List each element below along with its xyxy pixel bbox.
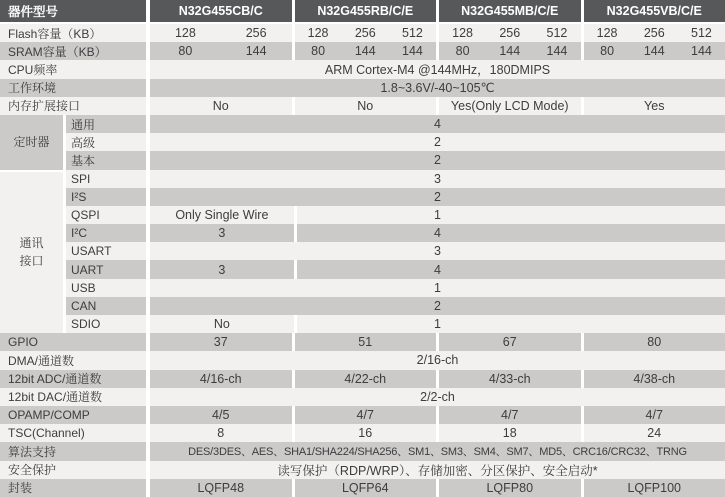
spec-value-cell: 2	[150, 151, 725, 169]
spec-value-cell: 80	[600, 44, 615, 59]
table-row	[0, 461, 725, 479]
spec-value-cell: 144	[402, 44, 423, 59]
table-row	[0, 206, 725, 224]
row-sublabel: 通用	[66, 115, 150, 133]
spec-column	[436, 333, 581, 351]
table-row	[0, 170, 725, 188]
row-sublabel: QSPI	[66, 206, 150, 224]
spec-value-cell: 144	[245, 44, 267, 59]
row-data	[150, 242, 725, 260]
header-col-n32g455vb: N32G455VB/C/E	[581, 0, 725, 22]
spec-value-cell: 512	[402, 26, 423, 41]
row-sublabel: 基本	[66, 151, 150, 169]
row-data	[150, 224, 725, 242]
table-row	[0, 297, 725, 315]
spec-value-cell: 4/38-ch	[633, 371, 676, 386]
row-label: 封装	[0, 479, 150, 497]
row-label: Flash容量（KB）	[0, 24, 150, 42]
row-sublabel: I²C	[66, 224, 150, 242]
row-label: 12bit ADC/通道数	[0, 370, 150, 388]
spec-value-cell: 2	[150, 188, 725, 206]
spec-value-cell: 1 No	[150, 315, 725, 333]
row-data	[150, 279, 725, 297]
spec-column	[436, 424, 581, 442]
row-data	[150, 133, 725, 151]
row-data	[150, 406, 725, 424]
spec-value-cell: 2/16-ch	[150, 351, 725, 369]
table-row	[0, 224, 725, 242]
spec-value-cell: 4/16-ch	[199, 371, 242, 386]
spec-value-cell: 2	[150, 297, 725, 315]
spec-value-cell: 18	[502, 426, 517, 441]
spec-value-cell: 512	[546, 26, 568, 41]
spec-value-cell: 1	[150, 279, 725, 297]
spec-column	[292, 424, 437, 442]
row-data	[150, 442, 725, 460]
row-data	[150, 151, 725, 169]
row-sublabel: 高级	[66, 133, 150, 151]
spec-column	[292, 370, 437, 388]
spec-value-cell: Yes	[644, 98, 665, 113]
table-row	[0, 79, 725, 97]
spec-column	[436, 42, 581, 60]
spec-value-cell: 24	[647, 426, 662, 441]
spec-column	[292, 406, 437, 424]
table-row	[0, 24, 725, 42]
row-sublabel: I²S	[66, 188, 150, 206]
table-row	[0, 424, 725, 442]
spec-value-cell: 256	[643, 26, 665, 41]
spec-value-cell: 256	[245, 26, 267, 41]
spec-value-cell: 2	[150, 133, 725, 151]
spec-value-cell: 256	[499, 26, 521, 41]
row-data	[150, 479, 725, 497]
spec-value-cell: 4 3	[150, 260, 725, 278]
spec-column	[150, 370, 292, 388]
row-label: 工作环境	[0, 79, 150, 97]
spec-value-cell: 16	[358, 426, 373, 441]
table-row	[0, 115, 725, 133]
spec-value-cell: 4/22-ch	[344, 371, 387, 386]
table-row	[0, 370, 725, 388]
row-data	[150, 260, 725, 278]
spec-value-cell: 67	[502, 335, 517, 350]
spec-value-cell: 4/7	[645, 408, 663, 423]
spec-column	[292, 333, 437, 351]
spec-value-cell: 3	[150, 242, 725, 260]
row-data	[150, 351, 725, 369]
spec-column	[581, 97, 725, 115]
row-label: OPAMP/COMP	[0, 406, 150, 424]
row-data	[150, 388, 725, 406]
spec-column	[150, 24, 292, 42]
spec-value-cell: 144	[691, 44, 712, 59]
table-row	[0, 60, 725, 78]
spec-value-cell: 4/7	[501, 408, 519, 423]
table-row	[0, 279, 725, 297]
spec-first-column-value: 3	[150, 260, 297, 278]
spec-value-cell: LQFP100	[627, 480, 681, 495]
spec-value-cell: 4 3	[150, 224, 725, 242]
group-label	[0, 115, 66, 170]
spec-column	[150, 42, 292, 60]
row-sublabel: SPI	[66, 170, 150, 188]
row-data	[150, 115, 725, 133]
spec-first-column-value: 3	[150, 224, 297, 242]
spec-value-cell: 144	[354, 44, 376, 59]
spec-value-cell: 51	[358, 335, 373, 350]
spec-value-cell: 4/33-ch	[488, 371, 531, 386]
table-row	[0, 333, 725, 351]
row-sublabel: SDIO	[66, 315, 150, 333]
spec-column	[581, 424, 725, 442]
row-sublabel: USART	[66, 242, 150, 260]
row-label: 内存扩展接口	[0, 97, 150, 115]
row-data	[150, 42, 725, 60]
table-row	[0, 97, 725, 115]
spec-value-cell: 1.8~3.6V/-40~105℃	[150, 79, 725, 97]
row-data	[150, 424, 725, 442]
row-label: CPU频率	[0, 60, 150, 78]
spec-value-cell: 4/5	[212, 408, 230, 423]
header-col-n32g455mb: N32G455MB/C/E	[436, 0, 581, 22]
spec-column	[150, 333, 292, 351]
spec-value-cell: 80	[311, 44, 326, 59]
spec-value-cell: 读写保护（RDP/WRP）、存储加密、分区保护、安全启动*	[150, 461, 725, 479]
row-data	[150, 97, 725, 115]
row-data	[150, 60, 725, 78]
spec-value-cell: 80	[178, 44, 193, 59]
table-header-row	[0, 0, 725, 24]
spec-value-cell: 4/7	[356, 408, 374, 423]
row-data	[150, 170, 725, 188]
spec-value-cell: 128	[452, 26, 474, 41]
row-data	[150, 79, 725, 97]
spec-column	[436, 406, 581, 424]
spec-value-cell: ARM Cortex-M4 @144MHz，180DMIPS	[150, 60, 725, 78]
spec-value-cell: 512	[691, 26, 712, 41]
spec-value-cell: No	[212, 98, 229, 113]
spec-column	[581, 479, 725, 497]
spec-value-cell: 8	[217, 426, 225, 441]
spec-column	[581, 406, 725, 424]
spec-column	[292, 97, 437, 115]
table-row	[0, 388, 725, 406]
header-col-n32g455rb: N32G455RB/C/E	[292, 0, 437, 22]
spec-column	[150, 406, 292, 424]
table-row	[0, 442, 725, 460]
spec-value-cell: 80	[647, 335, 662, 350]
spec-value-cell: 4	[150, 115, 725, 133]
spec-column	[581, 42, 725, 60]
row-data	[150, 333, 725, 351]
row-label: SRAM容量（KB）	[0, 42, 150, 60]
spec-column	[292, 479, 437, 497]
spec-value-cell: LQFP80	[486, 480, 534, 495]
row-label: TSC(Channel)	[0, 424, 150, 442]
spec-value-cell: 3	[150, 170, 725, 188]
spec-value-cell: LQFP64	[341, 480, 389, 495]
spec-column	[581, 333, 725, 351]
table-row	[0, 42, 725, 60]
row-data	[150, 461, 725, 479]
group-label-text: 通讯接口	[19, 236, 44, 269]
spec-value-cell: 37	[213, 335, 228, 350]
table-row	[0, 151, 725, 169]
spec-column	[150, 97, 292, 115]
spec-value-cell: 144	[499, 44, 521, 59]
spec-column	[150, 479, 292, 497]
spec-column	[581, 370, 725, 388]
row-label: 算法支持	[0, 442, 150, 460]
row-label: 安全保护	[0, 461, 150, 479]
spec-value-cell: 144	[546, 44, 568, 59]
spec-column	[581, 24, 725, 42]
spec-value-cell: 128	[174, 26, 196, 41]
row-data	[150, 206, 725, 224]
table-row	[0, 242, 725, 260]
spec-value-cell: 128	[307, 26, 329, 41]
table-body	[0, 24, 725, 497]
spec-column	[436, 97, 581, 115]
header-col-n32g455cb: N32G455CB/C	[150, 0, 292, 22]
row-data	[150, 297, 725, 315]
table-row	[0, 133, 725, 151]
table-row	[0, 315, 725, 333]
spec-value-cell: Yes(Only LCD Mode)	[450, 98, 569, 113]
row-sublabel: UART	[66, 260, 150, 278]
spec-value-cell: 2/2-ch	[150, 388, 725, 406]
spec-column	[292, 24, 437, 42]
row-label: 12bit DAC/通道数	[0, 388, 150, 406]
table-row	[0, 351, 725, 369]
spec-value-cell: 1 Only Single Wire	[150, 206, 725, 224]
row-sublabel: CAN	[66, 297, 150, 315]
table-row	[0, 188, 725, 206]
spec-column	[436, 479, 581, 497]
table-row	[0, 479, 725, 497]
spec-value-cell: No	[357, 98, 374, 113]
row-label: DMA/通道数	[0, 351, 150, 369]
spec-column	[436, 370, 581, 388]
group-label-text: 定时器	[13, 135, 50, 150]
spec-value-cell: 128	[596, 26, 618, 41]
spec-value-cell: 256	[354, 26, 376, 41]
row-data	[150, 188, 725, 206]
group-label	[0, 170, 66, 334]
row-data	[150, 370, 725, 388]
spec-column	[292, 42, 437, 60]
spec-value-cell: DES/3DES、AES、SHA1/SHA224/SHA256、SM1、SM3、SM4、SM7、MD5、CRC16/CRC32、TRNG	[150, 442, 725, 460]
table-row	[0, 260, 725, 278]
spec-column	[150, 424, 292, 442]
row-data	[150, 24, 725, 42]
spec-first-column-value: Only Single Wire	[150, 206, 297, 224]
table-row	[0, 406, 725, 424]
spec-value-cell: LQFP48	[197, 480, 245, 495]
header-part-number-label: 器件型号	[0, 0, 150, 22]
row-data	[150, 315, 725, 333]
spec-first-column-value: No	[150, 315, 297, 333]
spec-column	[436, 24, 581, 42]
spec-value-cell: 80	[455, 44, 470, 59]
spec-value-cell: 144	[643, 44, 665, 59]
row-sublabel: USB	[66, 279, 150, 297]
row-label: GPIO	[0, 333, 150, 351]
